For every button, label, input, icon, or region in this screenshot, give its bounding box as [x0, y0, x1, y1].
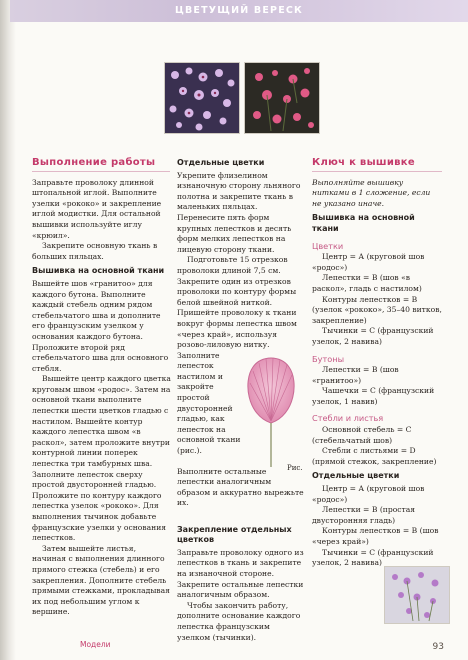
heading-work: Выполнение работы — [32, 157, 156, 168]
column-instructions — [32, 158, 172, 618]
subheading-main-fabric: Вышивка на основной ткани — [32, 266, 165, 276]
handwritten-note: Модели — [80, 640, 111, 649]
header-band — [10, 0, 468, 22]
heather-photo-small — [384, 566, 450, 624]
key-line: Основной стебель = С (стебельчатый шов) — [312, 425, 412, 445]
category-flowers: Цветки — [312, 240, 344, 251]
subheading-key-main: Вышивка на основной ткани — [312, 213, 415, 233]
heather-photo-right — [244, 62, 320, 134]
paragraph: Закрепите основную ткань в больших пяльцах. — [32, 241, 158, 261]
heading-rule — [312, 171, 442, 172]
book-binding — [0, 0, 16, 660]
category-buds: Бутоны — [312, 353, 345, 364]
category-stems-leaves: Стебли и листья — [312, 413, 384, 424]
subheading-attach: Закрепление отдельных цветков — [177, 524, 292, 545]
key-line: Центр = А (круговой шов «родос») — [312, 252, 425, 272]
paragraph: Выполните остальные лепестки аналогичным образом и аккуратно вырежьте их. — [177, 466, 304, 508]
paragraph: Затем вышейте листья, начиная с выполнения длинного прямого стежка (стебель) и его закрепления. Дополните стебель прямыми стежками, прокладывая их под небольшим углом к вершине. — [32, 543, 170, 617]
page-number: 93 — [432, 642, 444, 652]
column-separate-flowers — [177, 158, 305, 643]
key-line: Контуры лепестков = В (шов «через край») — [312, 526, 439, 546]
figure-block — [177, 351, 305, 521]
key-line: Контуры лепестков = В (узелок «рококо», 35–40 витков, закрепление) — [312, 294, 442, 325]
key-intro: Выполняйте вышивку нитками в 1 сложение, если не указано иначе. — [312, 177, 431, 208]
figure-caption-text: Заполните лепесток настилом и закройте простой двусторонней гладью, как лепесток на основной ткани (рис.). — [177, 350, 241, 456]
figure-label: Рис. — [287, 463, 303, 472]
key-line: Лепестки = В (шов «в раскол», гладь с настилом) — [312, 273, 422, 293]
key-line: Центр = А (круговой шов «родос») — [312, 484, 425, 504]
key-line: Стебли с листьями = D (прямой стежок, закрепление) — [312, 446, 437, 466]
key-line: Тычинки = С (французский узелок, 2 навива) — [312, 547, 434, 568]
paragraph: Подготовьте 15 отрезков проволоки длиной 7,5 см. Закрепите один из отрезков проволоки по контуру формы белой швейной ниткой. Пришейте проволоку к ткани вокруг формы лепестка швом «через край», используя розово-лиловую нитку. — [177, 255, 297, 350]
key-line: Лепестки = В (шов «гранитоо») — [312, 365, 399, 385]
subheading-separate-flowers: Отдельные цветки — [177, 158, 265, 167]
paragraph: Вышейте центр каждого цветка круговым швом «родос». Затем на основной ткани выполните лепестки шести цветков гладью с настилом. Вышейте контур каждого лепестка швом «в раскол», затем проложите внутри контурной линии поперек лепестка три тамбурных шва. Заполните лепесток сверху простой двусторонней гладью. Проложите по контуру каждого лепестка узелок «рококо». Для выполнения тычинок добавьте французские узелки у основания лепестков. — [32, 374, 171, 543]
paragraph: Заправьте проволоку одного из лепестков в ткань и закрепите на изнаночной стороне. Закрепите остальные лепестки аналогичным образом. — [177, 547, 304, 600]
heather-photo-left — [164, 62, 240, 134]
section-title: ЦВЕТУЩИЙ ВЕРЕСК — [174, 5, 304, 16]
heading-key: Ключ к вышивке — [312, 157, 415, 168]
paragraph: Чтобы закончить работу, дополните основание каждого лепестка французским узелком (тычинки). — [177, 600, 301, 642]
key-line: Тычинки = С (французский узелок, 2 навива) — [312, 326, 434, 346]
subheading-key-separate: Отдельные цветки — [312, 471, 400, 481]
petal-figure — [239, 351, 303, 471]
paragraph: Вышейте шов «гранитоо» для каждого бутона. Выполните каждый стебель одним рядом стебельчатого шва и дополните его французским узелком у основания каждого бутона. Проложите второй ряд стебельчатого шва для основного стебля. — [32, 278, 169, 373]
heading-rule — [32, 171, 170, 172]
paragraph: Заправьте проволоку длинной штопальной иглой. Выполните узелки «рококо» и закрепление иглой модистки. Для остальной вышивки используйте иглу «крюил». — [32, 177, 162, 240]
key-line: Лепестки = В (простая двусторонняя гладь) — [312, 505, 416, 525]
paragraph: Укрепите флизелином изнаночную сторону льняного полотна и закрепите ткань в маленьких пяльцах. Перенесите пять форм крупных лепестков и десять форм мелких лепестков на лицевую сторону ткани. — [177, 170, 301, 254]
column-key — [312, 158, 442, 569]
key-line: Чашечки = С (французский узелок, 1 навив) — [312, 386, 435, 406]
